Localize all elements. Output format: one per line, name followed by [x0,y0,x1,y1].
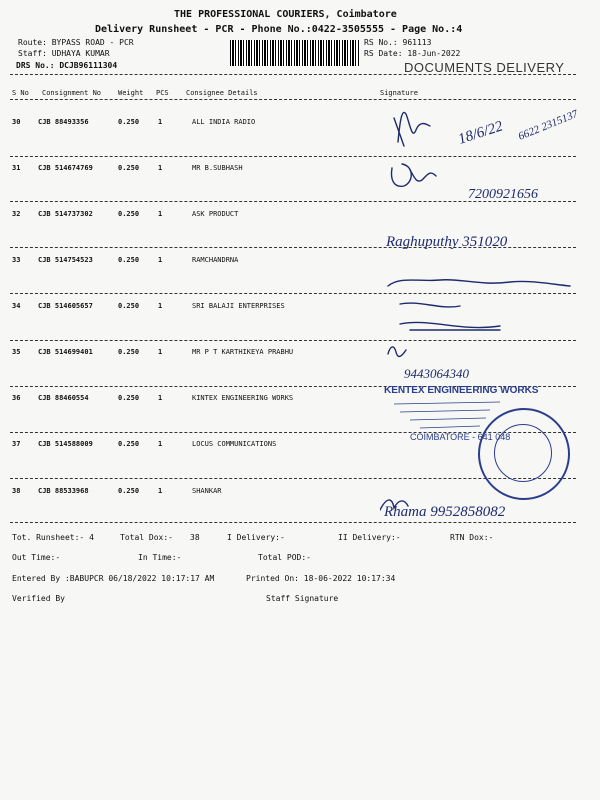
row-consignment: CJB 514674769 [38,164,93,172]
row-consignment: CJB 514605657 [38,302,93,310]
total-pod: Total POD:- [258,553,311,562]
tot-runsheet: Tot. Runsheet:- 4 [12,533,94,542]
rs-date: RS Date: 18-Jun-2022 [364,49,461,58]
row-sno: 34 [12,302,21,310]
row-consignee: ALL INDIA RADIO [192,118,256,126]
row-pcs: 1 [158,256,163,264]
route-label: Route: BYPASS ROAD - PCR [18,38,134,47]
row-sno: 32 [12,210,21,218]
handwritten-name: Raghuputhy 351020 [386,234,508,250]
col-pcs: PCS [156,89,169,97]
ii-delivery: II Delivery:- [338,533,401,542]
staff-label: Staff: UDHAYA KUMAR [18,49,110,58]
row-pcs: 1 [158,302,163,310]
row-weight: 0.250 [118,210,140,218]
round-stamp-inner [494,424,552,482]
row-consignment: CJB 88493356 [38,118,89,126]
row-sno: 35 [12,348,21,356]
row-consignment: CJB 514754523 [38,256,93,264]
row-weight: 0.250 [118,487,140,495]
row-sno: 30 [12,118,21,126]
row-consignee: MR P T KARTHIKEYA PRABHU [192,348,294,356]
row-pcs: 1 [158,118,163,126]
row-consignment: CJB 514588009 [38,440,93,448]
row-consignee: SRI BALAJI ENTERPRISES [192,302,285,310]
row-pcs: 1 [158,394,163,402]
divider [10,74,576,75]
row-weight: 0.250 [118,302,140,310]
row-pcs: 1 [158,210,163,218]
col-signature: Signature [380,89,418,97]
barcode [230,40,360,66]
row-consignee: KINTEX ENGINEERING WORKS [192,394,294,402]
stamp-address: COIMBATORE - 641 048 [410,432,511,442]
row-weight: 0.250 [118,164,140,172]
staff-signature: Staff Signature [266,594,339,603]
row-consignee: RAMCHANDRNA [192,256,239,264]
drs-label: DRS No.: DCJB96111304 [16,61,118,70]
row-weight: 0.250 [118,348,140,356]
handwritten-number: 6622 2315137 [516,107,580,143]
entered-by: Entered By :BABUPCR 06/18/2022 10:17:17 AM [12,574,215,583]
row-sno: 37 [12,440,21,448]
row-sno: 31 [12,164,21,172]
row-consignee: MR B.SUBHASH [192,164,243,172]
documents-delivery-label: DOCUMENTS DELIVERY [404,60,565,75]
row-pcs: 1 [158,348,163,356]
stamp-company: KENTEX ENGINEERING WORKS [384,385,539,396]
row-consignee: ASK PRODUCT [192,210,239,218]
row-weight: 0.250 [118,440,140,448]
i-delivery: I Delivery:- [227,533,285,542]
row-weight: 0.250 [118,256,140,264]
col-consignee: Consignee Details [186,89,258,97]
row-consignment: CJB 88533968 [38,487,89,495]
row-sno: 33 [12,256,21,264]
handwritten-name: Rhama 9952858082 [384,504,506,520]
col-sno: S No [12,89,29,97]
runsheet-title: Delivery Runsheet - PCR - Phone No.:0422-3505555 - Page No.:4 [95,24,463,35]
verified-by: Verified By [12,594,65,603]
row-consignment: CJB 514699401 [38,348,93,356]
handwritten-number: 9443064340 [404,366,469,381]
rtn-dox: RTN Dox:- [450,533,494,542]
col-weight: Weight [118,89,144,97]
row-weight: 0.250 [118,394,140,402]
total-dox-value: 38 [190,533,200,542]
printed-on: Printed On: 18-06-2022 10:17:34 [246,574,396,583]
row-sno: 36 [12,394,21,402]
row-consignment: CJB 514737302 [38,210,93,218]
row-weight: 0.250 [118,118,140,126]
row-sno: 38 [12,487,21,495]
row-pcs: 1 [158,164,163,172]
total-dox-label: Total Dox:- [120,533,173,542]
handwritten-number: 7200921656 [468,187,538,202]
out-time: Out Time:- [12,553,61,562]
in-time: In Time:- [138,553,182,562]
divider [10,522,576,523]
col-consignment: Consignment No [42,89,102,97]
row-consignee: LOCUS COMMUNICATIONS [192,440,277,448]
round-stamp [478,408,570,500]
row-pcs: 1 [158,487,163,495]
row-consignment: CJB 88460554 [38,394,89,402]
company-name: THE PROFESSIONAL COURIERS, Coimbatore [174,9,397,20]
handwritten-date: 18/6/22 [456,118,505,148]
row-consignee: SHANKAR [192,487,222,495]
row-pcs: 1 [158,440,163,448]
rs-no: RS No.: 961113 [364,38,432,47]
